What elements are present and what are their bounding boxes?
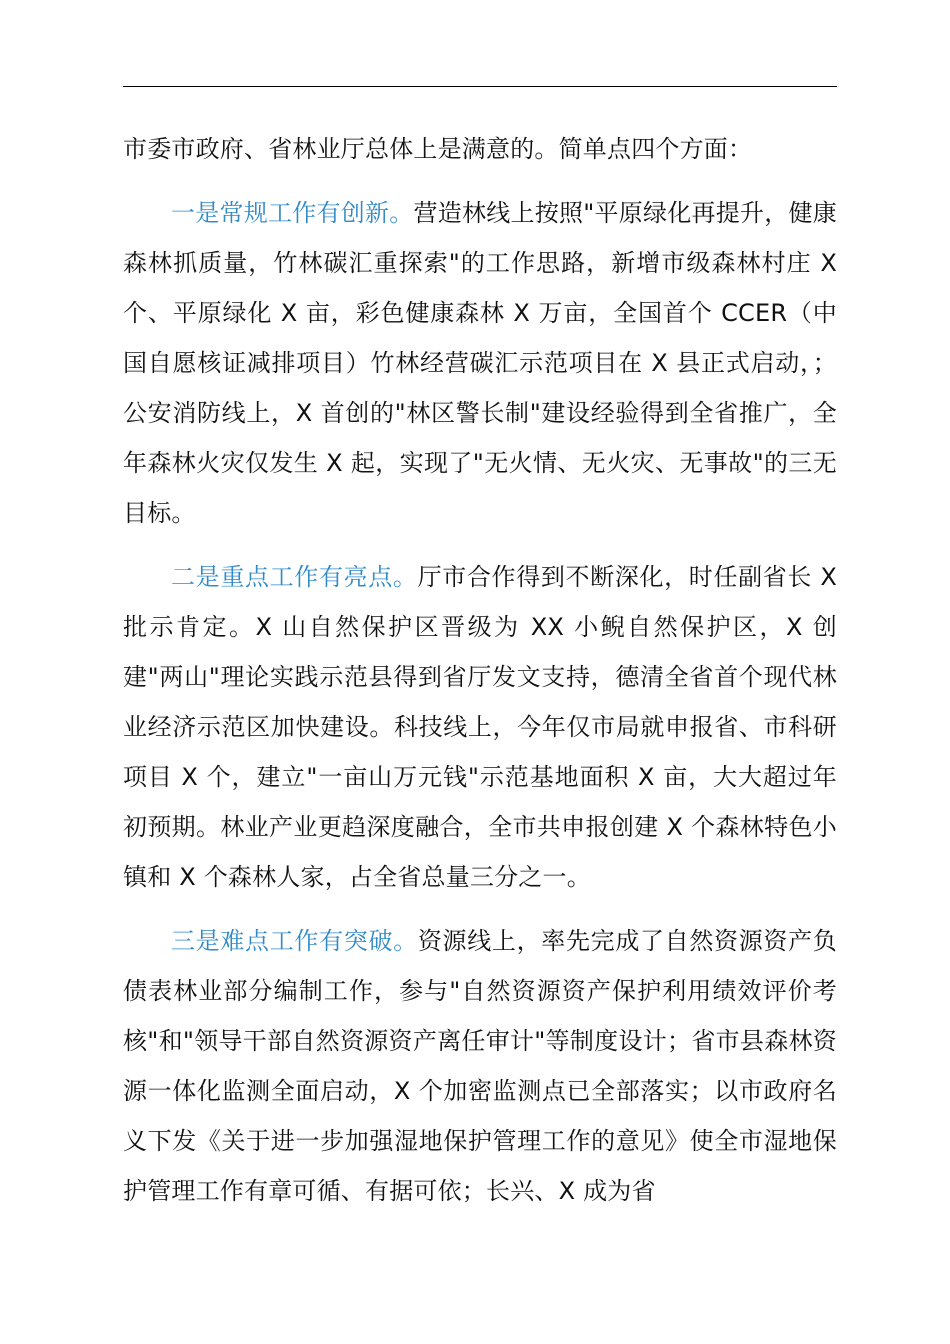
paragraph-heading: 二是重点工作有亮点。 bbox=[171, 563, 418, 591]
paragraph-heading: 三是难点工作有突破。 bbox=[171, 927, 418, 955]
paragraph-heading: 一是常规工作有创新。 bbox=[171, 199, 414, 227]
document-body bbox=[123, 124, 837, 1216]
paragraph-text: 市委市政府、省林业厅总体上是满意的。简单点四个方面： bbox=[123, 135, 753, 163]
paragraph-routine-work bbox=[123, 188, 837, 538]
paragraph-key-work bbox=[123, 552, 837, 902]
intro-paragraph bbox=[123, 124, 837, 174]
header-rule bbox=[123, 86, 837, 87]
paragraph-text: 营造林线上按照"平原绿化再提升，健康森林抓质量，竹林碳汇重探索"的工作思路，新增市级森林村庄 X 个、平原绿化 X 亩，彩色健康森林 X 万亩，全国首个 CCER（中国自愿核证减排项目）竹林经营碳汇示范项目在 X 县正式启动，；公安消防线上，X 首创的"林区警长制"建设经验得到全省推广，全年森林火灾仅发生 X 起，实现了"无火情、无火灾、无事故"的三无目标。 bbox=[123, 199, 838, 527]
paragraph-text: 资源线上，率先完成了自然资源资产负债表林业部分编制工作，参与"自然资源资产保护利用绩效评价考核"和"领导干部自然资源资产离任审计"等制度设计；省市县森林资源一体化监测全面启动，X 个加密监测点已全部落实；以市政府名义下发《关于进一步加强湿地保护管理工作的意见》使全市湿地保护管理工作有章可循、有据可依；长兴、X 成为省 bbox=[123, 927, 837, 1205]
paragraph-difficult-work bbox=[123, 916, 837, 1216]
paragraph-text: 厅市合作得到不断深化，时任副省长 X 批示肯定。X 山自然保护区晋级为 XX 小鲵自然保护区，X 创建"两山"理论实践示范县得到省厅发文支持，德清全省首个现代林业经济示范区加快建设。科技线上，今年仅市局就申报省、市科研项目 X 个，建立"一亩山万元钱"示范基地面积 X 亩，大大超过年初预期。林业产业更趋深度融合，全市共申报创建 X 个森林特色小镇和 X 个森林人家，占全省总量三分之一。 bbox=[123, 563, 838, 891]
